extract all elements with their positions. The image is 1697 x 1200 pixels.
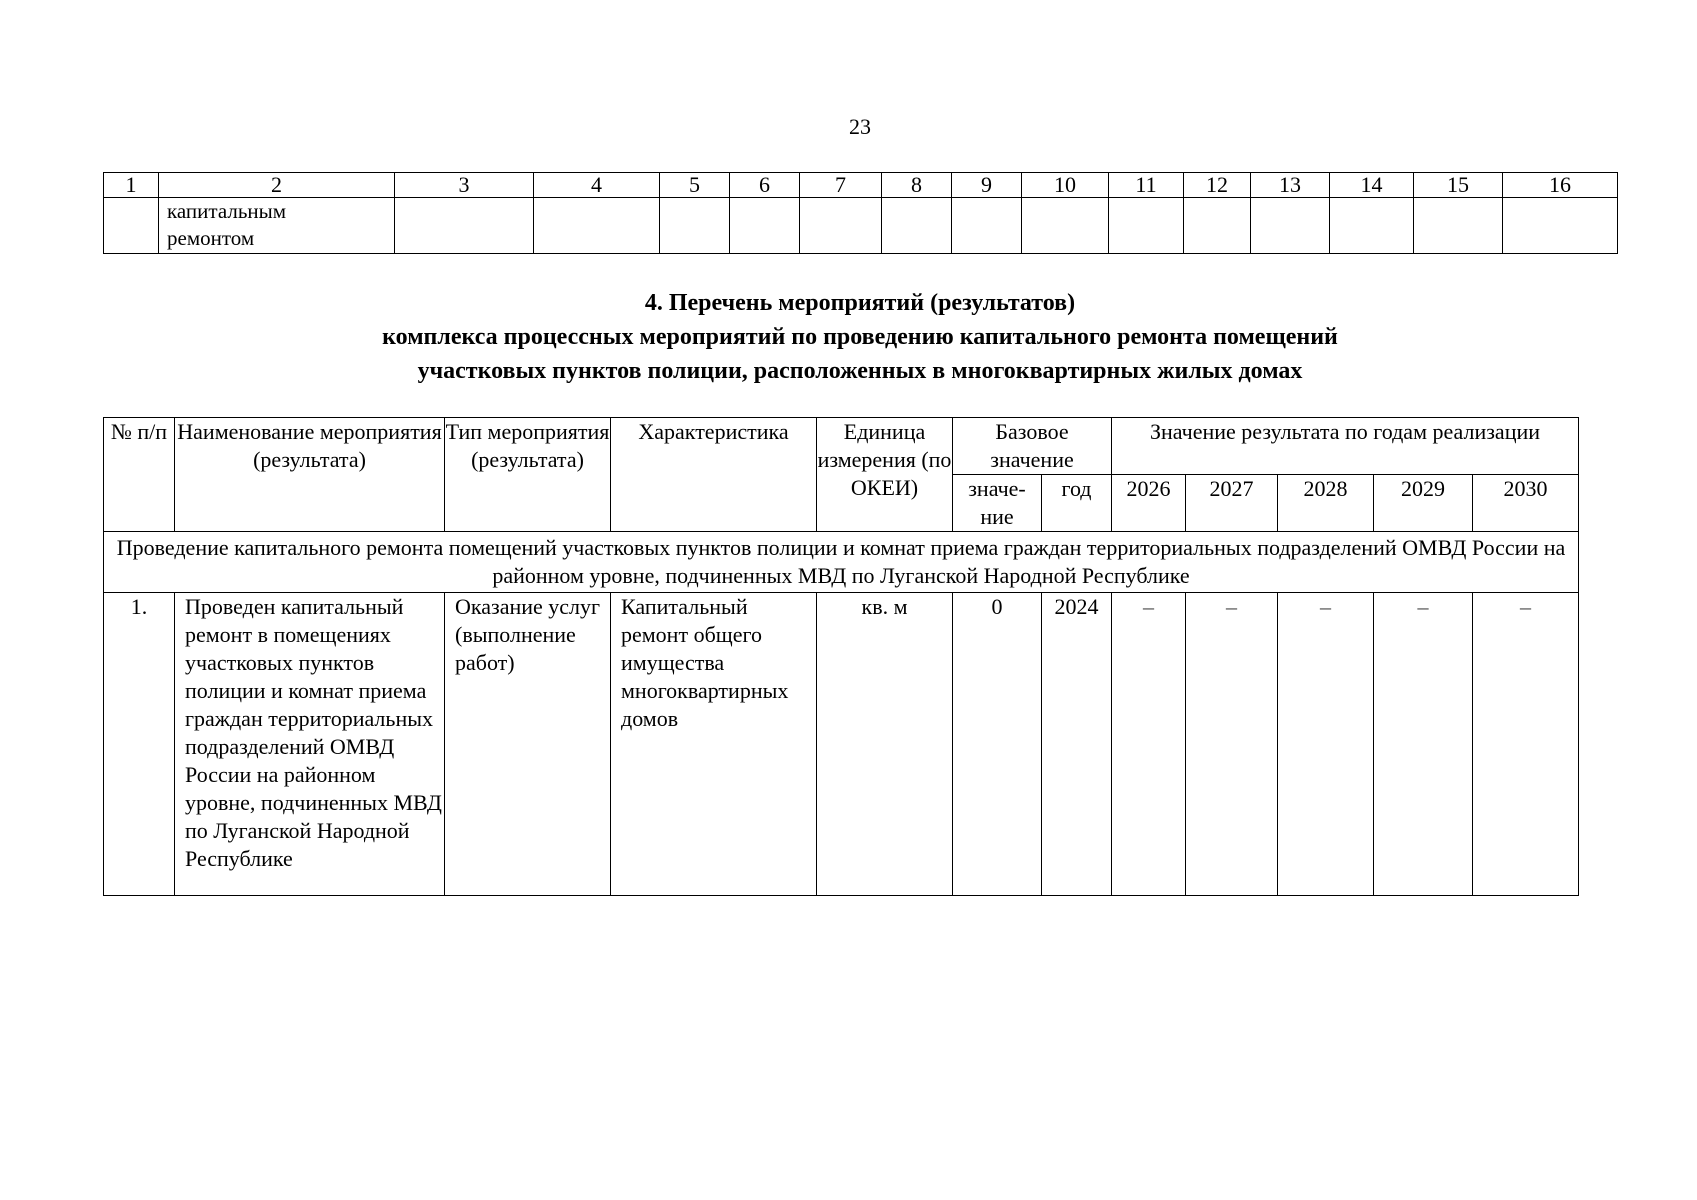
header-year-2028: 2028 bbox=[1278, 475, 1374, 532]
header-name: Наименование мероприятия (результата) bbox=[175, 418, 445, 532]
column-number: 11 bbox=[1109, 173, 1184, 198]
header-row bbox=[104, 418, 1579, 475]
table-cell bbox=[882, 198, 952, 254]
header-characteristic: Характеристика bbox=[611, 418, 817, 532]
column-number: 8 bbox=[882, 173, 952, 198]
header-base-value: значе-ние bbox=[953, 475, 1042, 532]
column-number: 3 bbox=[395, 173, 534, 198]
row-unit: кв. м bbox=[817, 593, 953, 896]
table-cell bbox=[1503, 198, 1618, 254]
activities-table bbox=[103, 417, 1579, 896]
column-number: 10 bbox=[1022, 173, 1109, 198]
column-number: 12 bbox=[1184, 173, 1251, 198]
column-number: 6 bbox=[730, 173, 800, 198]
row-characteristic: Капитальный ремонт общего имущества многоквартирных домов bbox=[611, 593, 817, 896]
row-num: 1. bbox=[104, 593, 175, 896]
cell-text-line: ремонтом bbox=[167, 226, 255, 250]
section-title-line: участковых пунктов полиции, расположенных в многоквартирных жилых домах bbox=[417, 358, 1303, 384]
row-value-2029: – bbox=[1374, 593, 1473, 896]
column-number-row bbox=[104, 173, 1618, 198]
column-number: 9 bbox=[952, 173, 1022, 198]
table-cell bbox=[660, 198, 730, 254]
row-type: Оказание услуг (выполнение работ) bbox=[445, 593, 611, 896]
column-number: 7 bbox=[800, 173, 882, 198]
continuation-table bbox=[103, 172, 1618, 254]
table-cell bbox=[800, 198, 882, 254]
row-value-2027: – bbox=[1186, 593, 1278, 896]
column-number: 4 bbox=[534, 173, 660, 198]
column-number: 16 bbox=[1503, 173, 1618, 198]
header-year-2029: 2029 bbox=[1374, 475, 1473, 532]
header-type: Тип мероприятия (результата) bbox=[445, 418, 611, 532]
row-value-2026: – bbox=[1112, 593, 1186, 896]
header-base: Базовое значение bbox=[953, 418, 1112, 475]
row-base-year: 2024 bbox=[1042, 593, 1112, 896]
table-cell bbox=[104, 198, 159, 254]
table-cell bbox=[952, 198, 1022, 254]
cell-text-line: капитальным bbox=[167, 199, 287, 223]
table-cell bbox=[1251, 198, 1330, 254]
table-cell bbox=[1414, 198, 1503, 254]
row-value-2028: – bbox=[1278, 593, 1374, 896]
row-name: Проведен капитальный ремонт в помещениях участковых пунктов полиции и комнат приема граждан территориальных подразделений ОМВД России на районном уровне, подчиненных МВД по Луганской Народной Республике bbox=[175, 593, 445, 896]
header-base-year: год bbox=[1042, 475, 1112, 532]
table-cell bbox=[159, 198, 395, 254]
table-cell bbox=[1022, 198, 1109, 254]
section-title-line: 4. Перечень мероприятий (результатов) bbox=[644, 290, 1076, 316]
table-cell bbox=[1330, 198, 1414, 254]
table-cell bbox=[1109, 198, 1184, 254]
header-years-group: Значение результата по годам реализации bbox=[1112, 418, 1579, 475]
column-number: 13 bbox=[1251, 173, 1330, 198]
header-year-2027: 2027 bbox=[1186, 475, 1278, 532]
section-row bbox=[104, 532, 1579, 593]
header-num: № п/п bbox=[104, 418, 175, 532]
column-number: 15 bbox=[1414, 173, 1503, 198]
page-number: 23 bbox=[849, 114, 871, 139]
table-row bbox=[104, 593, 1579, 896]
column-number: 2 bbox=[159, 173, 395, 198]
column-number: 14 bbox=[1330, 173, 1414, 198]
table-cell bbox=[395, 198, 534, 254]
column-number: 5 bbox=[660, 173, 730, 198]
table-cell bbox=[534, 198, 660, 254]
header-year-2030: 2030 bbox=[1473, 475, 1579, 532]
table-cell bbox=[1184, 198, 1251, 254]
section-title bbox=[100, 286, 1620, 388]
table-row bbox=[104, 198, 1618, 254]
column-number: 1 bbox=[104, 173, 159, 198]
row-value-2030: – bbox=[1473, 593, 1579, 896]
section-row-text: Проведение капитального ремонта помещений участковых пунктов полиции и комнат приема граждан территориальных подразделений ОМВД России на районном уровне, подчиненных МВД по Луганской Народной Республике bbox=[104, 532, 1579, 593]
header-unit: Единица измерения (по ОКЕИ) bbox=[817, 418, 953, 532]
section-title-line: комплекса процессных мероприятий по проведению капитального ремонта помещений bbox=[382, 324, 1338, 350]
row-base-value: 0 bbox=[953, 593, 1042, 896]
header-year-2026: 2026 bbox=[1112, 475, 1186, 532]
table-cell bbox=[730, 198, 800, 254]
